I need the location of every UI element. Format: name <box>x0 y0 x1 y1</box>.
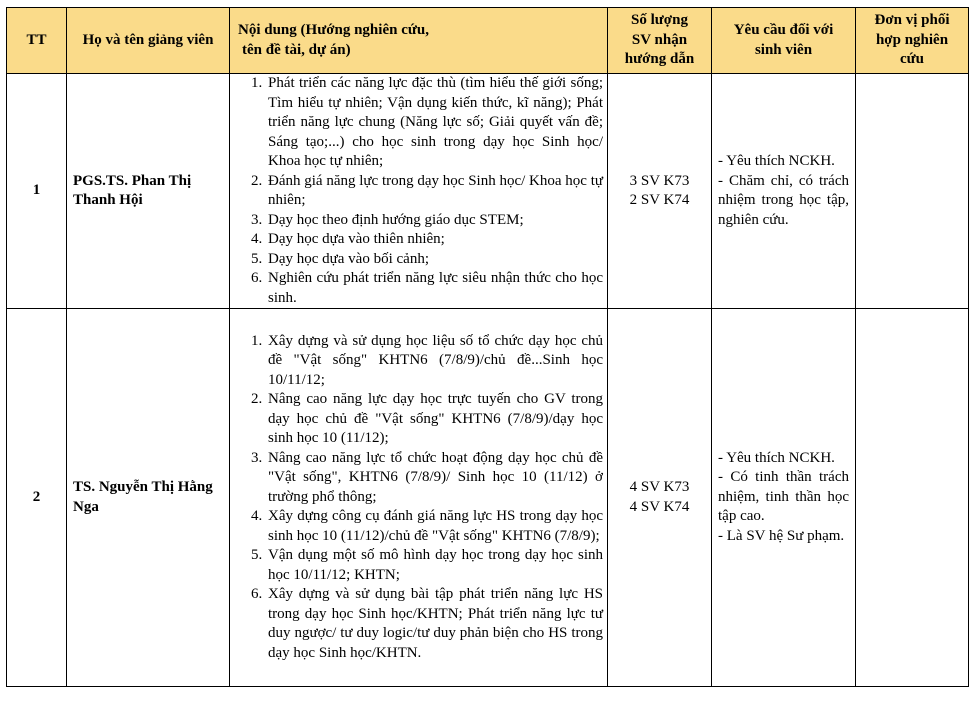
topic-item: 1. Xây dựng và sử dụng học liệu số tổ chức dạy học chủ đề "Vật sống" KHTN6 (7/8/9)/chủ đề...Sinh học 10/11/12; <box>266 332 603 391</box>
research-topics <box>230 309 608 687</box>
topic-item: 6. Nghiên cứu phát triển năng lực siêu nhận thức cho học sinh. <box>266 269 603 308</box>
header-row <box>7 8 969 74</box>
student-count: 3 SV K73 2 SV K74 <box>608 74 712 309</box>
topic-item: 6. Xây dựng và sử dụng bài tập phát triển năng lực HS trong dạy học Sinh học/KHTN; Phát triển năng lực tư duy ngược/ tư duy logic/tư duy phản biện cho HS trong dạy học Sinh học/KHTN. <box>266 585 603 663</box>
header-partner: Đơn vị phối hợp nghiên cứu <box>856 8 969 74</box>
student-count: 4 SV K73 4 SV K74 <box>608 309 712 687</box>
header-student-count: Số lượng SV nhận hướng dẫn <box>608 8 712 74</box>
header-name: Họ và tên giảng viên <box>67 8 230 74</box>
topic-item: 2. Nâng cao năng lực dạy học trực tuyến cho GV trong dạy học chủ đề "Vật sống" KHTN6 (7/8/9)/dạy học sinh học 10 (11/12); <box>266 390 603 449</box>
partner-unit <box>856 74 969 309</box>
lecturer-name: TS. Nguyễn Thị Hằng Nga <box>67 309 230 687</box>
topic-item: 4. Xây dựng công cụ đánh giá năng lực HS trong dạy học sinh học 10 (11/12)/chủ đề "Vật sống" KHTN6 (7/8/9); <box>266 507 603 546</box>
topic-item: 3. Dạy học theo định hướng giáo dục STEM; <box>266 211 603 231</box>
topic-item: 2. Đánh giá năng lực trong dạy học Sinh học/ Khoa học tự nhiên; <box>266 172 603 211</box>
topic-list <box>230 74 603 308</box>
topic-item: 3. Nâng cao năng lực tổ chức hoạt động dạy học chủ đề "Vật sống", KHTN6 (7/8/9)/ Sinh học 10 (11/12) ở trường phổ thông; <box>266 449 603 508</box>
row-number: 2 <box>7 309 67 687</box>
topic-item: 5. Vận dụng một số mô hình dạy học trong dạy học sinh học 10/11/12; KHTN; <box>266 546 603 585</box>
header-requirements: Yêu cầu đối với sinh viên <box>712 8 856 74</box>
topic-item: 1. Phát triển các năng lực đặc thù (tìm hiểu thế giới sống; Tìm hiểu tự nhiên; Vận dụng kiến thức, kĩ năng); Phát triển năng lực chung (Năng lực số; Giải quyết vấn đề; Sáng tạo;...) cho học sinh trong dạy học Sinh học/ Khoa học tự nhiên; <box>266 74 603 172</box>
header-tt: TT <box>7 8 67 74</box>
table-row <box>7 309 969 687</box>
research-topics <box>230 74 608 309</box>
topic-item: 4. Dạy học dựa vào thiên nhiên; <box>266 230 603 250</box>
topic-item: 5. Dạy học dựa vào bối cảnh; <box>266 250 603 270</box>
student-requirements: - Yêu thích NCKH. - Chăm chỉ, có trách nhiệm trong học tập, nghiên cứu. <box>712 74 856 309</box>
supervisor-table <box>6 7 969 687</box>
partner-unit <box>856 309 969 687</box>
topic-list <box>230 332 603 664</box>
table-row <box>7 74 969 309</box>
lecturer-name: PGS.TS. Phan Thị Thanh Hội <box>67 74 230 309</box>
header-content: Nội dung (Hướng nghiên cứu, tên đề tài, dự án) <box>230 8 608 74</box>
student-requirements: - Yêu thích NCKH. - Có tinh thần trách nhiệm, tinh thần học tập cao. - Là SV hệ Sư phạm. <box>712 309 856 687</box>
row-number: 1 <box>7 74 67 309</box>
